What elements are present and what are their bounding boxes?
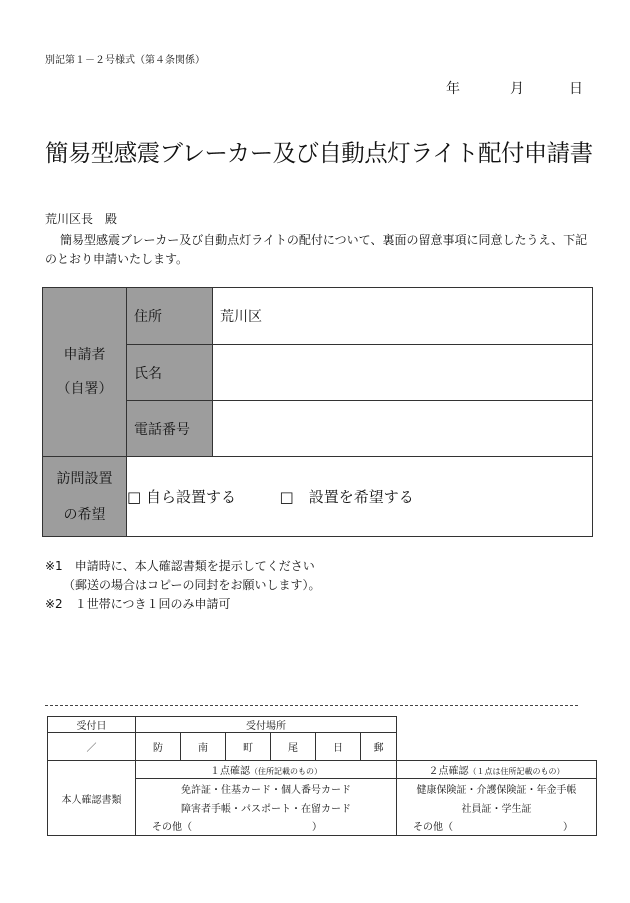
visit-install-label-2: の希望 [63,506,106,523]
applicant-label: 申請者 [63,347,106,363]
reception-date-field[interactable]: ／ [48,733,136,761]
two-point-item: 社員証・学生証 [397,798,597,817]
place-cell[interactable]: 郵 [361,733,397,761]
address-field[interactable]: 荒川区 [213,288,593,345]
reception-table [47,716,597,836]
visit-install-header [43,457,127,537]
document-title: 簡易型感震ブレーカー及び自動点灯ライト配付申請書 [45,139,593,167]
two-point-other[interactable]: その他（ ） [397,817,597,836]
address-label: 住所 [127,288,213,345]
two-point-note: （１点は住所記載のもの） [468,767,565,776]
option-request-install[interactable]: □ 設置を希望する [279,488,414,506]
name-label: 氏名 [127,345,213,401]
note-2: ※2 １世帯につき１回のみ申請可 [45,597,231,611]
application-table [42,287,593,537]
one-point-title: １点確認 [210,766,250,777]
applicant-header [43,288,127,457]
note-1: ※1 申請時に、本人確認書類を提示してください [45,559,315,573]
visit-install-options [127,457,593,537]
one-point-item: 障害者手帳・パスポート・在留カード [136,798,397,817]
one-point-header [136,761,397,779]
place-cell[interactable]: 町 [226,733,271,761]
note-1-sub: （郵送の場合はコピーの同封をお願いします）。 [45,578,321,592]
body-text: 簡易型感震ブレーカー及び自動点灯ライトの配付について、裏面の留意事項に同意したうえ、下記のとおり申請いたします。 [45,233,588,266]
notes [45,557,321,614]
visit-install-label: 訪問設置 [56,470,113,487]
name-field[interactable] [213,345,593,401]
reception-place-header: 受付場所 [136,717,397,733]
date-day-label: 日 [569,81,583,97]
two-point-item: 健康保険証・介護保険証・年金手帳 [397,779,597,798]
cut-line [45,705,578,706]
form-reference: 別記第１－２号様式（第４条関係） [45,55,205,66]
place-cell[interactable]: 防 [136,733,181,761]
date-month-label: 月 [510,81,524,97]
option-self-install[interactable]: □ 自ら設置する [127,488,236,506]
reception-date-header: 受付日 [48,717,136,733]
date-year-label: 年 [446,81,460,97]
one-point-note: （住所記載のもの） [250,767,322,776]
two-point-title: ２点確認 [428,766,469,777]
phone-field[interactable] [213,401,593,457]
one-point-item: 免許証・住基カード・個人番号カード [136,779,397,798]
place-cell[interactable]: 日 [316,733,361,761]
two-point-header [397,761,597,779]
addressee: 荒川区長 殿 [45,212,118,226]
id-docs-label: 本人確認書類 [48,761,136,836]
place-cell[interactable]: 南 [181,733,226,761]
place-cell[interactable]: 尾 [271,733,316,761]
one-point-other[interactable]: その他（ ） [136,817,397,836]
signature-note: （自署） [56,381,113,397]
phone-label: 電話番号 [127,401,213,457]
